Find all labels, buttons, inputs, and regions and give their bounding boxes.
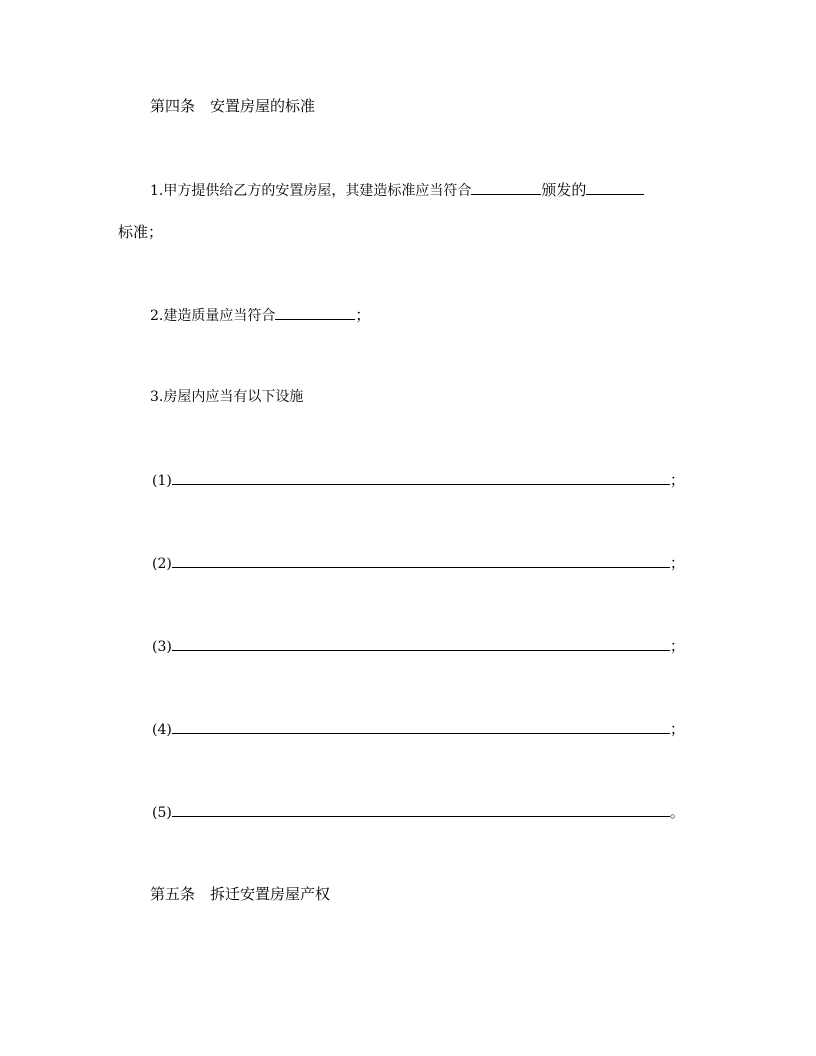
issuing-authority-blank[interactable]: [471, 179, 541, 195]
facility-row-5: [152, 802, 685, 822]
article-4-item-2: [150, 304, 370, 324]
item-2-end: ；: [355, 306, 371, 324]
facility-label: (4): [152, 722, 172, 738]
facility-end: ；: [669, 471, 685, 489]
facility-blank-4[interactable]: [172, 719, 670, 734]
facility-label: (5): [152, 805, 172, 821]
facility-blank-2[interactable]: [172, 553, 670, 568]
facility-end: ；: [669, 637, 685, 655]
article-4-item-1: [150, 179, 644, 199]
item-1-text: 1.甲方提供给乙方的安置房屋，其建造标准应当符合: [150, 183, 472, 199]
quality-standard-blank[interactable]: [275, 304, 355, 320]
article-4-item-1-continued: 标准；: [118, 223, 164, 241]
facility-label: (3): [152, 639, 172, 655]
facility-row-3: [152, 636, 685, 656]
standard-name-blank[interactable]: [586, 179, 644, 195]
item-2-text: 2.建造质量应当符合: [150, 308, 276, 324]
article-4-heading: 第四条 安置房屋的标准: [150, 97, 316, 115]
facility-blank-3[interactable]: [172, 636, 670, 651]
article-5-heading: 第五条 拆迁安置房屋产权: [150, 885, 331, 903]
facility-blank-5[interactable]: [172, 802, 670, 817]
facility-label: (1): [152, 473, 172, 489]
facility-row-4: [152, 719, 685, 739]
article-4-item-3: 3.房屋内应当有以下设施: [150, 389, 304, 405]
facility-row-1: [152, 470, 685, 490]
facility-row-2: [152, 553, 685, 573]
facility-end: ；: [669, 554, 685, 572]
facility-end: ；: [669, 720, 685, 738]
facility-blank-1[interactable]: [172, 470, 670, 485]
facility-label: (2): [152, 556, 172, 572]
item-1-issued-text: 颁发的: [541, 181, 587, 199]
facility-end: 。: [669, 803, 685, 821]
